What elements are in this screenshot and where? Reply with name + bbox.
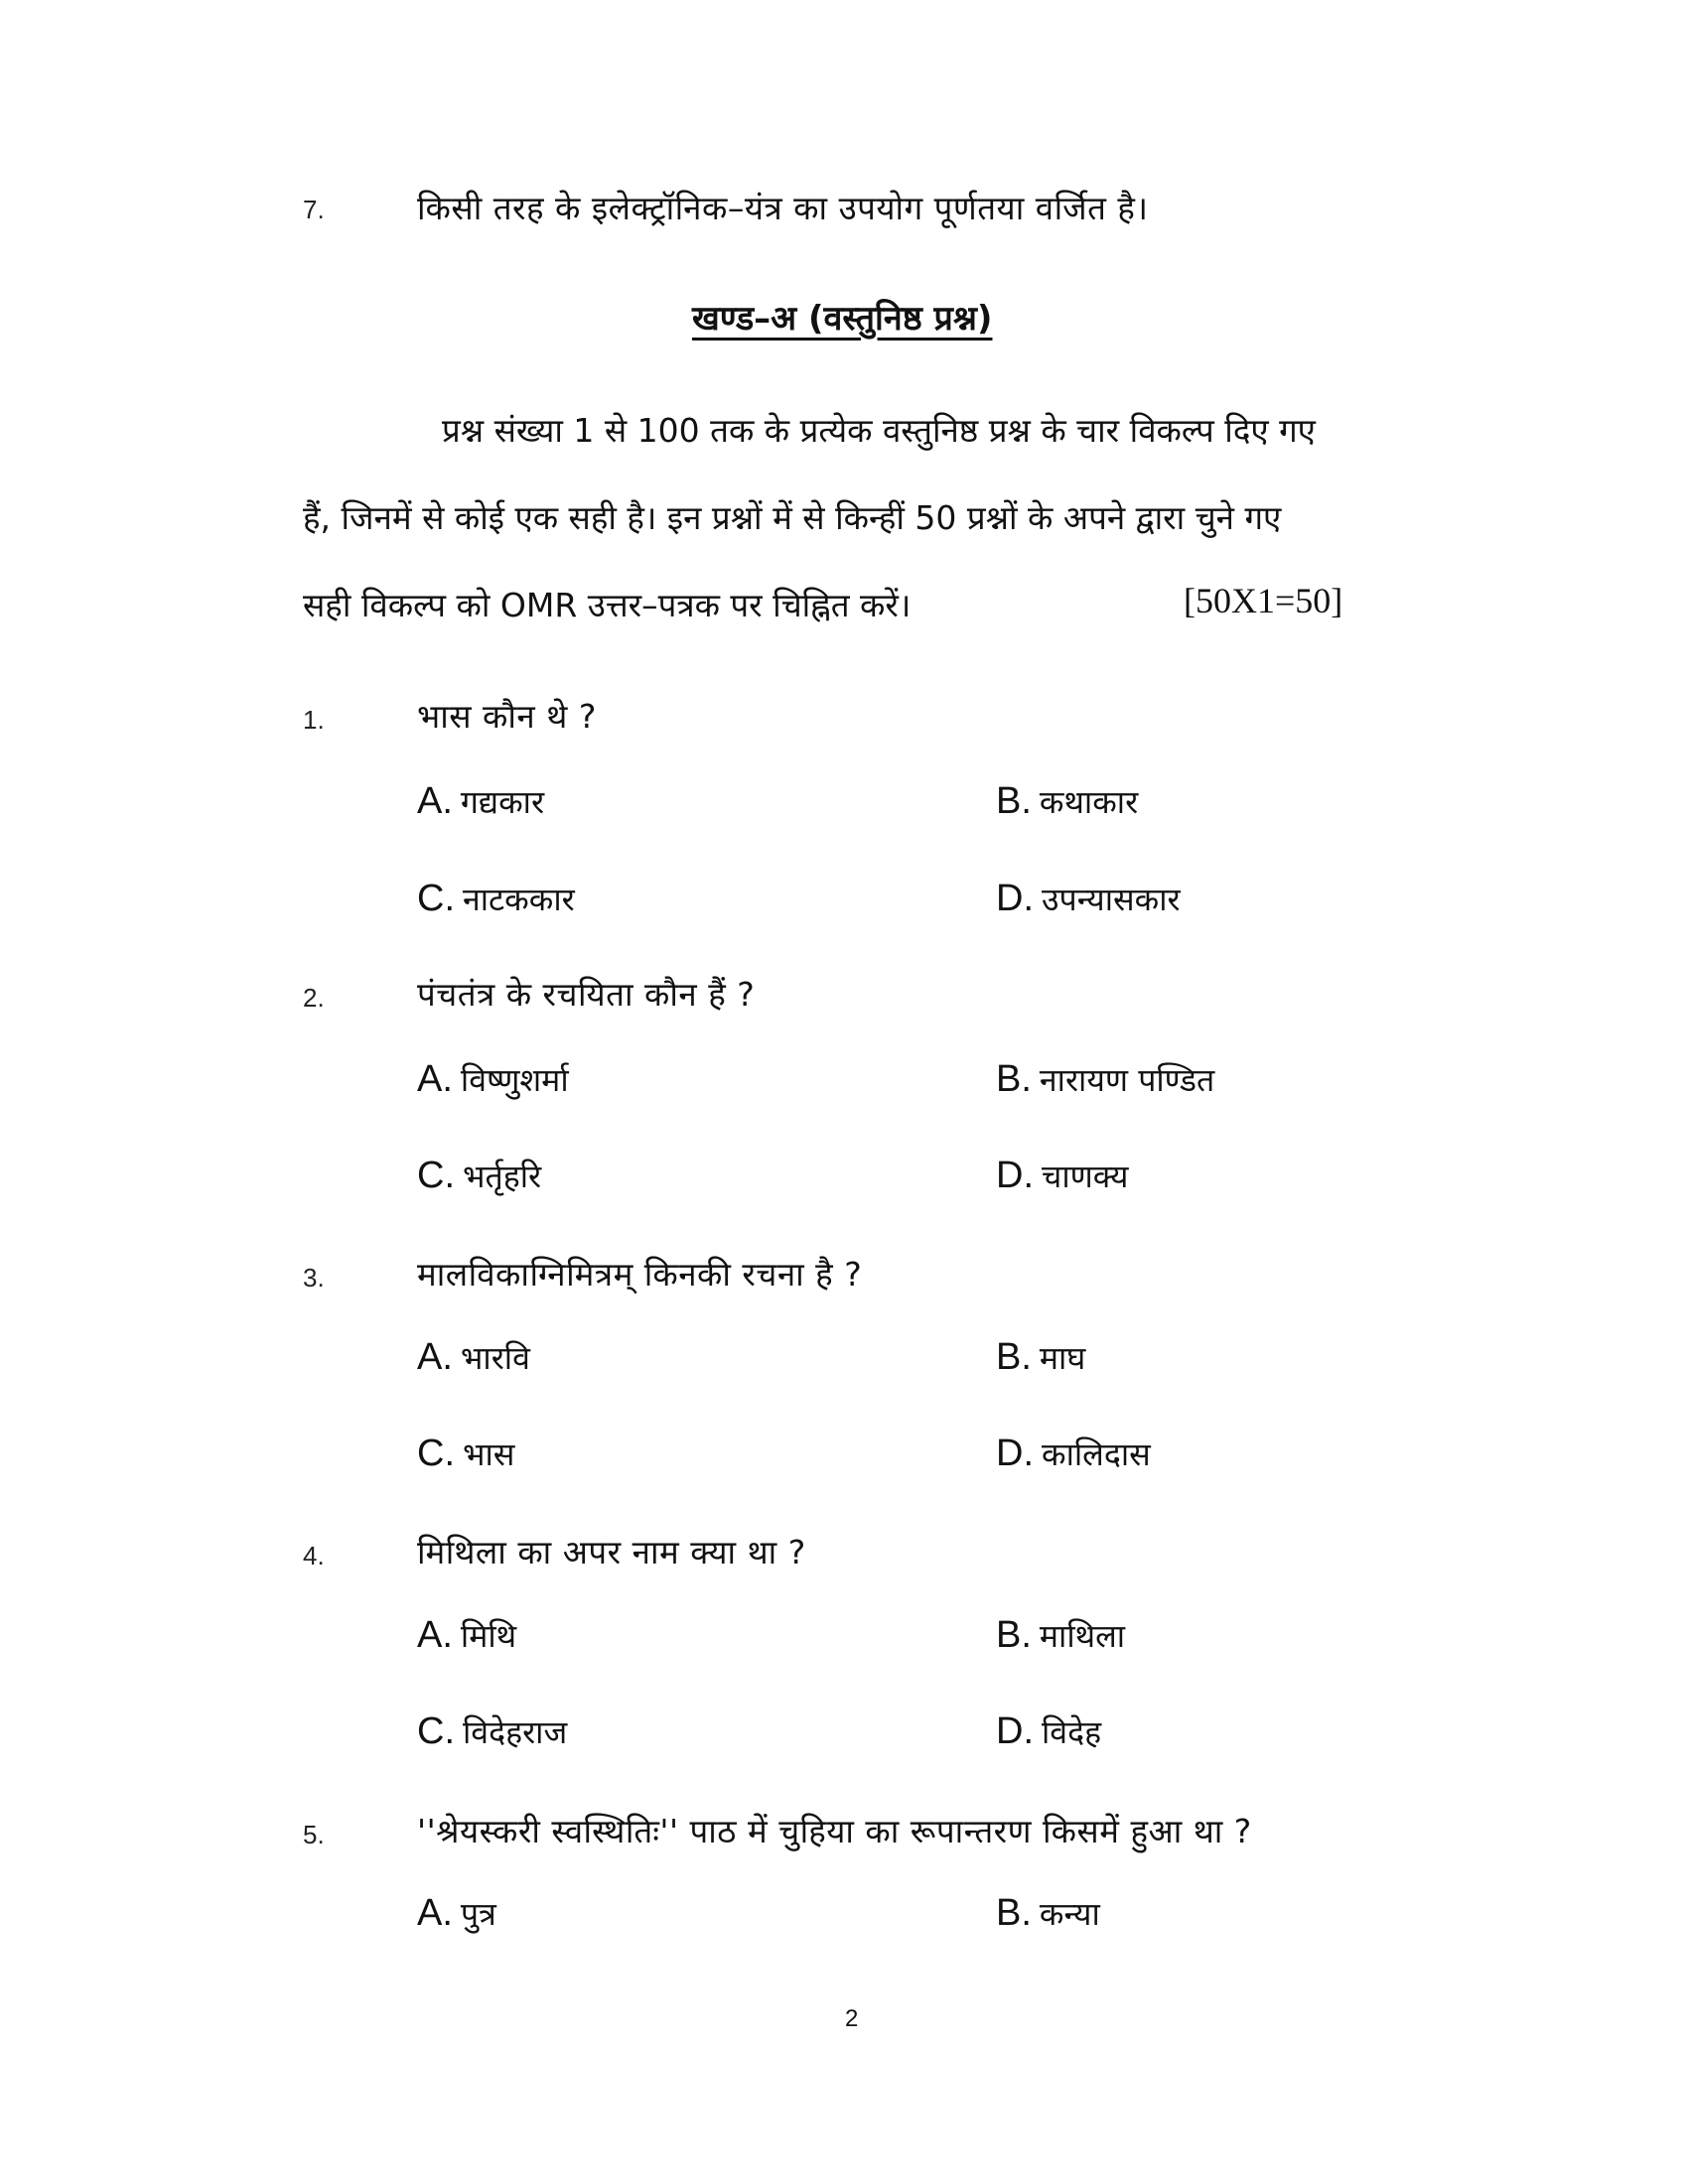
option-b <box>996 1336 1085 1379</box>
option-text: पुत्र <box>460 1895 496 1933</box>
option-letter: C. <box>417 1710 455 1752</box>
page-number: 2 <box>845 2005 859 2032</box>
option-letter: B. <box>996 1892 1032 1934</box>
option-letter: A. <box>417 780 453 822</box>
option-c <box>417 1433 514 1475</box>
option-text: कथाकार <box>1039 783 1139 821</box>
option-letter: D. <box>996 878 1034 919</box>
option-letter: A. <box>417 1058 453 1100</box>
option-text: विष्णुशर्मा <box>460 1061 569 1099</box>
question-text: मिथिला का अपर नाम क्या था ? <box>417 1533 806 1571</box>
option-a <box>417 780 544 823</box>
section-heading: खण्ड–अ (वस्तुनिष्ठ प्रश्न) <box>692 299 993 339</box>
instruction-text: किसी तरह के इलेक्ट्रॉनिक–यंत्र का उपयोग पूर्णतया वर्जित है। <box>417 189 1149 227</box>
option-letter: D. <box>996 1155 1034 1196</box>
option-text: कालिदास <box>1042 1435 1151 1473</box>
option-b <box>996 780 1138 823</box>
option-c <box>417 878 575 920</box>
option-text: विदेह <box>1042 1713 1102 1751</box>
intro-line-2: हैं, जिनमें से कोई एक सही है। इन प्रश्नों में से किन्हीं 50 प्रश्नों के अपने द्वारा चुने गए <box>303 498 1282 537</box>
option-text: भारवि <box>460 1339 530 1377</box>
intro-line-1: प्रश्न संख्या 1 से 100 तक के प्रत्येक वस्तुनिष्ठ प्रश्न के चार विकल्प दिए गए <box>442 411 1316 450</box>
option-letter: A. <box>417 1892 453 1934</box>
option-letter: B. <box>996 1614 1032 1656</box>
option-b <box>996 1892 1100 1935</box>
option-b <box>996 1614 1125 1657</box>
option-letter: C. <box>417 878 455 919</box>
option-text: भास <box>463 1435 515 1473</box>
option-d <box>996 1155 1128 1197</box>
option-text: भर्तृहरि <box>463 1158 542 1195</box>
option-letter: B. <box>996 1336 1032 1378</box>
instruction-number: 7. <box>303 195 325 224</box>
question-number: 1. <box>303 705 325 735</box>
option-letter: D. <box>996 1433 1034 1474</box>
question-number: 4. <box>303 1541 325 1570</box>
option-text: माथिला <box>1039 1617 1126 1655</box>
intro-line-3: सही विकल्प को OMR उत्तर–पत्रक पर चिह्नित करें। <box>303 586 912 624</box>
option-d <box>996 1433 1151 1475</box>
question-text: पंचतंत्र के रचयिता कौन हैं ? <box>417 975 756 1014</box>
option-b <box>996 1058 1214 1101</box>
option-text: गद्यकार <box>460 783 545 821</box>
option-text: चाणक्य <box>1042 1158 1129 1195</box>
option-a <box>417 1336 530 1379</box>
option-a <box>417 1058 569 1101</box>
question-number: 3. <box>303 1263 325 1293</box>
option-letter: C. <box>417 1433 455 1474</box>
option-letter: A. <box>417 1336 453 1378</box>
option-letter: C. <box>417 1155 455 1196</box>
option-text: माघ <box>1039 1339 1086 1377</box>
option-letter: A. <box>417 1614 453 1656</box>
option-d <box>996 1710 1101 1753</box>
option-a <box>417 1614 516 1657</box>
option-text: नाटककार <box>463 881 575 918</box>
marks-allocation: [50X1=50] <box>1184 581 1343 620</box>
question-text: भास कौन थे ? <box>417 697 597 736</box>
question-text: ''श्रेयस्करी स्वस्थितिः'' पाठ में चुहिया का रूपान्तरण किसमें हुआ था ? <box>417 1812 1252 1850</box>
option-letter: D. <box>996 1710 1034 1752</box>
question-number: 2. <box>303 983 325 1013</box>
option-text: उपन्यासकार <box>1042 881 1181 918</box>
option-d <box>996 878 1181 920</box>
option-text: नारायण पण्डित <box>1039 1061 1215 1099</box>
question-text: मालविकाग्निमित्रम् किनकी रचना है ? <box>417 1255 863 1294</box>
option-letter: B. <box>996 1058 1032 1100</box>
option-text: विदेहराज <box>463 1713 568 1751</box>
option-c <box>417 1155 541 1197</box>
option-a <box>417 1892 496 1935</box>
option-text: कन्या <box>1039 1895 1100 1933</box>
question-number: 5. <box>303 1820 325 1849</box>
option-letter: B. <box>996 780 1032 822</box>
option-text: मिथि <box>460 1617 517 1655</box>
option-c <box>417 1710 567 1753</box>
